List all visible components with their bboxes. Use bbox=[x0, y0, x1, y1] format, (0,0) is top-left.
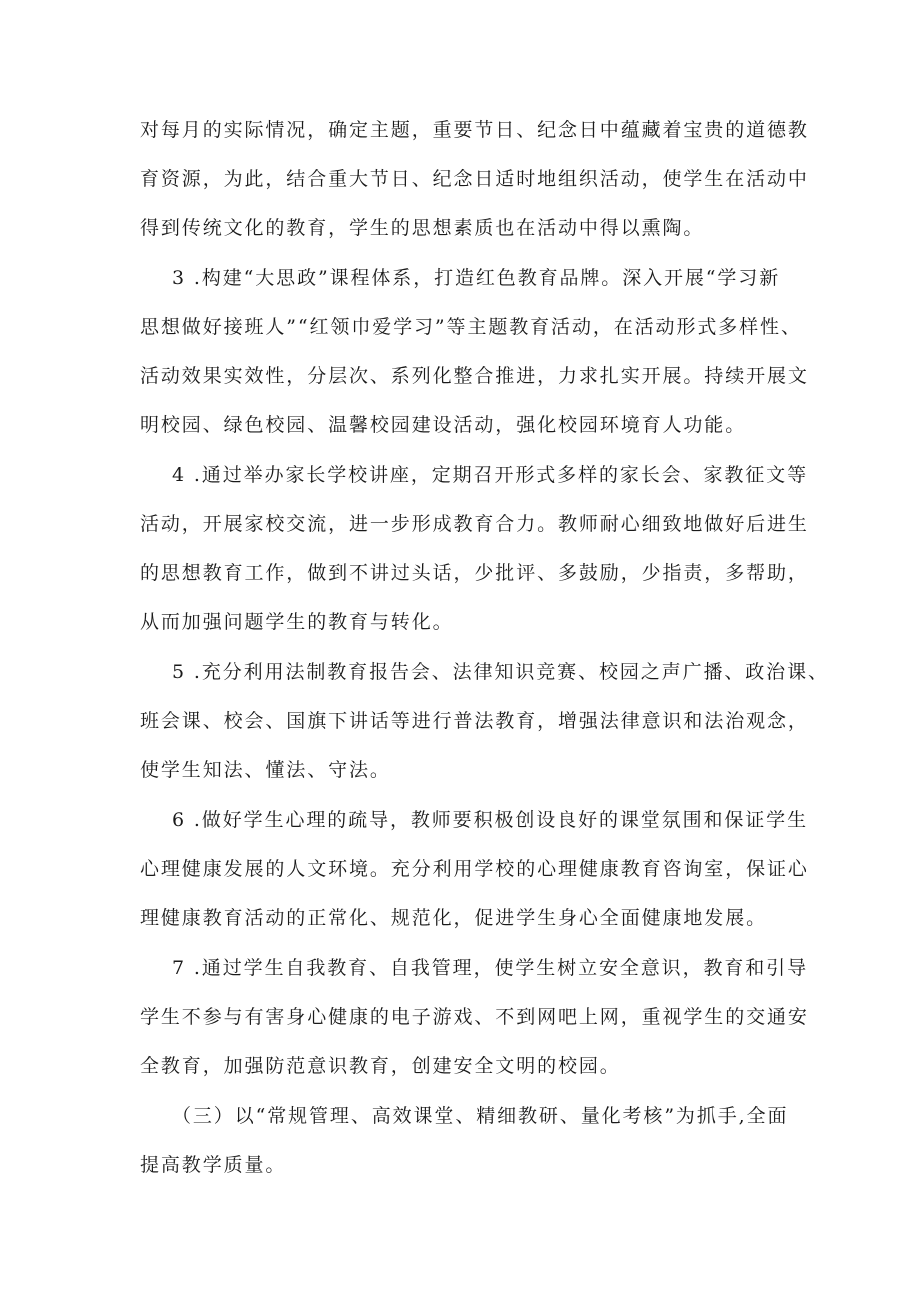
item-5-line-1: 5 .充分利用法制教育报告会、法律知识竞赛、校园之声广播、政治课、 bbox=[172, 661, 829, 683]
item-5-line-3: 使学生知法、懂法、守法。 bbox=[140, 759, 391, 781]
item-4-line-3: 的思想教育工作，做到不讲过头话，少批评、多鼓励，少指责，多帮助， bbox=[140, 562, 809, 584]
section-heading-line-2: 提高教学质量。 bbox=[140, 1154, 287, 1176]
item-6-line-2: 心理健康发展的人文环境。充分利用学校的心理健康教育咨询室，保证心 bbox=[140, 858, 809, 880]
item-7-line-1: 7 .通过学生自我教育、自我管理，使学生树立安全意识，教育和引导 bbox=[172, 957, 808, 979]
item-7-line-2: 学生不参与有害身心健康的电子游戏、不到网吧上网，重视学生的交通安 bbox=[140, 1006, 809, 1028]
text-line-1: 对每月的实际情况，确定主题，重要节日、纪念日中蕴藏着宝贵的道德教 bbox=[140, 119, 809, 141]
item-6-line-3: 理健康教育活动的正常化、规范化，促进学生身心全面健康地发展。 bbox=[140, 907, 768, 929]
item-4-line-2: 活动，开展家校交流，进一步形成教育合力。教师耐心细致地做好后进生 bbox=[140, 513, 809, 535]
item-7-line-3: 全教育，加强防范意识教育，创建安全文明的校园。 bbox=[140, 1055, 621, 1077]
text-line-2: 育资源，为此，结合重大节日、纪念日适时地组织活动，使学生在活动中 bbox=[140, 168, 809, 190]
item-3-line-1: 3 .构建“大思政”课程体系，打造红色教育品牌。深入开展“学习新 bbox=[172, 267, 781, 289]
item-6-line-1: 6 .做好学生心理的疏导，教师要积极创设良好的课堂氛围和保证学生 bbox=[172, 809, 808, 831]
item-3-line-4: 明校园、绿色校园、温馨校园建设活动，强化校园环境育人功能。 bbox=[140, 414, 747, 436]
item-5-line-2: 班会课、校会、国旗下讲话等进行普法教育，增强法律意识和法治观念， bbox=[140, 710, 809, 732]
item-3-line-3: 活动效果实效性，分层次、系列化整合推进，力求扎实开展。持续开展文 bbox=[140, 365, 809, 387]
text-line-3: 得到传统文化的教育，学生的思想素质也在活动中得以熏陶。 bbox=[140, 217, 705, 239]
section-heading-line-1: （三）以“常规管理、高效课堂、精细教研、量化考核”为抓手,全面 bbox=[172, 1105, 789, 1127]
item-3-line-2: 思想做好接班人”“红领巾爱学习”等主题教育活动，在活动形式多样性、 bbox=[140, 316, 802, 338]
item-4-line-1: 4 .通过举办家长学校讲座，定期召开形式多样的家长会、家教征文等 bbox=[172, 464, 808, 486]
item-4-line-4: 从而加强问题学生的教育与转化。 bbox=[140, 611, 454, 633]
